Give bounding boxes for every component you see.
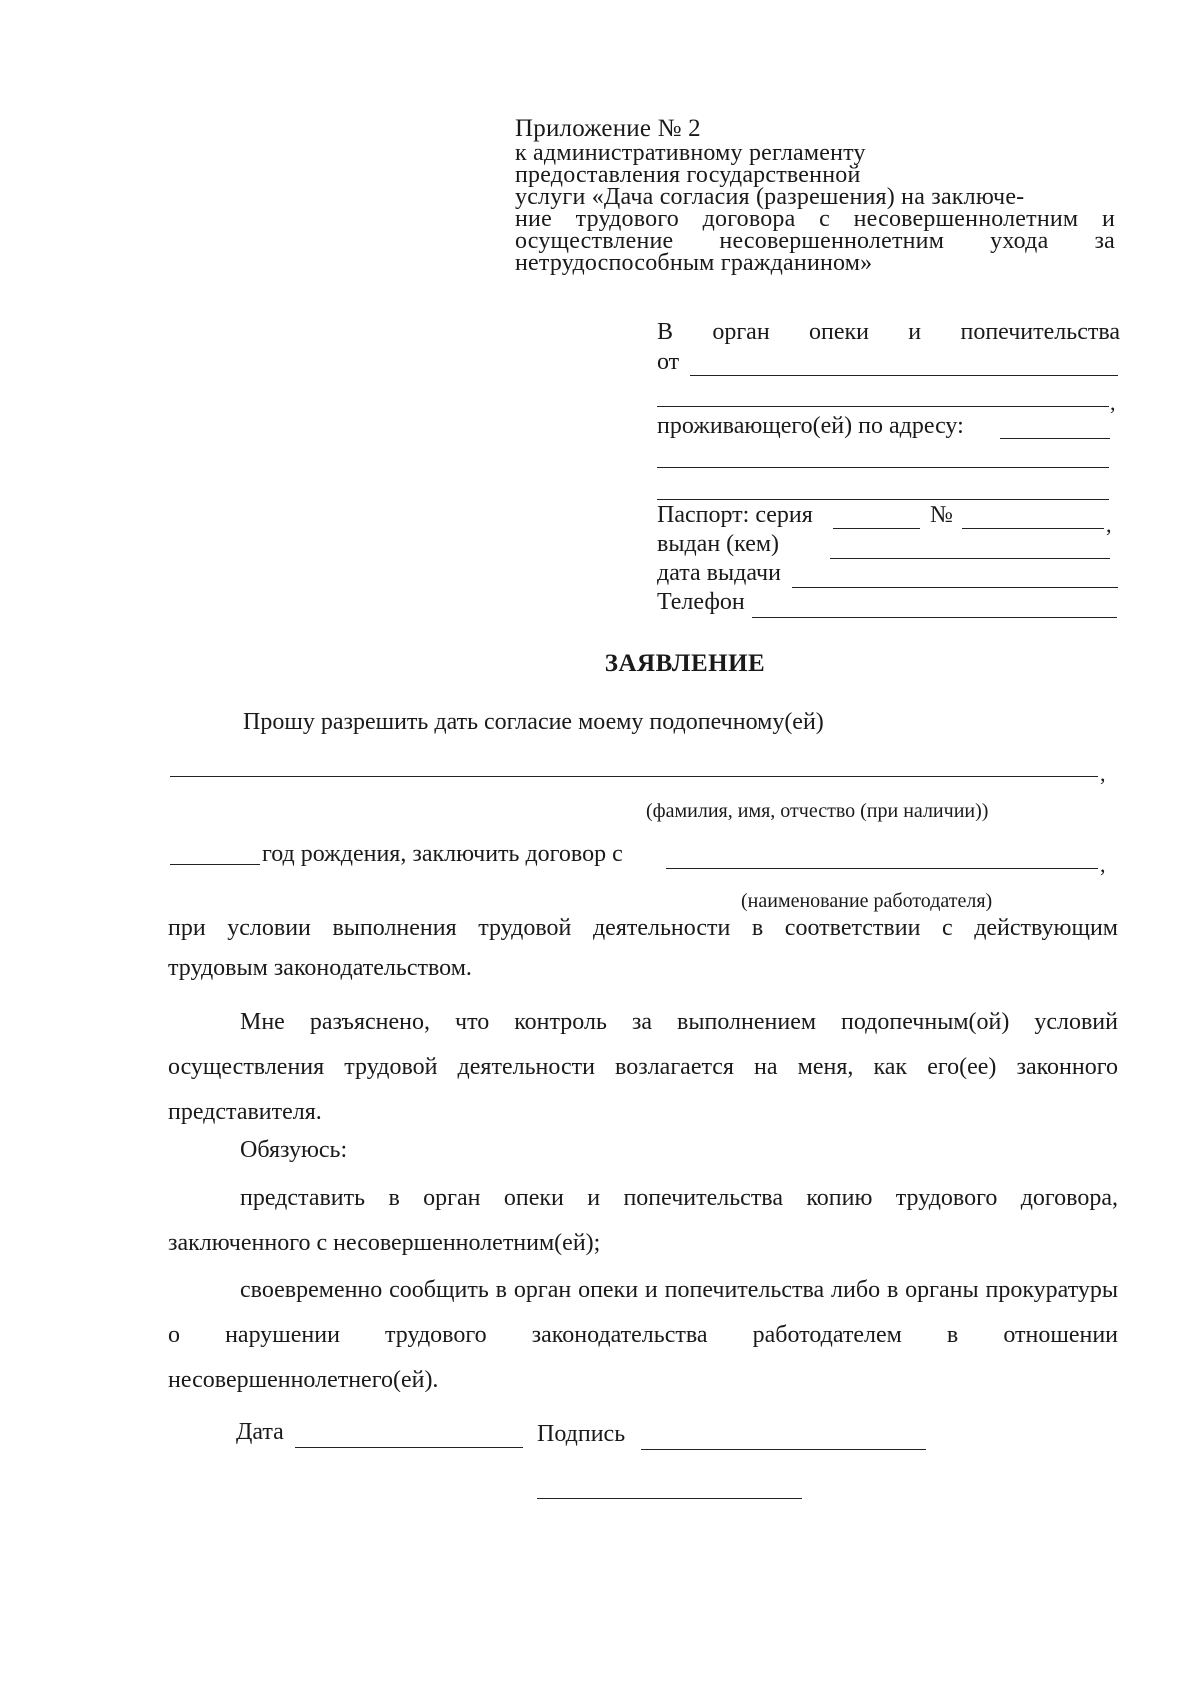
comma-mark: ,: [1110, 390, 1116, 415]
birth-year-text: год рождения, заключить договор с: [262, 841, 623, 867]
passport-number-label: №: [930, 502, 953, 528]
appendix-line: к административному регламенту: [515, 140, 866, 166]
address-field-line-2[interactable]: [657, 467, 1109, 468]
issue-date-label: дата выдачи: [657, 560, 781, 586]
comma-mark: ,: [1100, 761, 1106, 786]
comma-mark: ,: [1106, 512, 1112, 537]
issued-by-field[interactable]: [830, 558, 1110, 559]
passport-number-field[interactable]: [962, 528, 1104, 529]
appendix-line: осуществление несовершеннолетним ухода за: [515, 228, 1115, 254]
signature-decoding-field[interactable]: [537, 1498, 802, 1499]
issued-by-label: выдан (кем): [657, 531, 780, 557]
employer-hint: (наименование работодателя): [741, 890, 993, 912]
appendix-header: [515, 116, 1115, 274]
condition-line-1: при условии выполнения трудовой деятельности в соответствии с действующим: [168, 915, 1118, 941]
address-field-line-3[interactable]: [657, 499, 1109, 500]
explained-paragraph: Мне разъяснено, что контроль за выполнением подопечным(ой) условий осуществления трудовой деятельности возлагается на меня, как его(ее) законного представителя.: [168, 1009, 1118, 1125]
from-field-line[interactable]: [690, 375, 1118, 376]
ward-name-field[interactable]: [170, 776, 1098, 777]
obligate-label: Обязуюсь:: [240, 1137, 348, 1163]
phone-label: Телефон: [657, 589, 745, 615]
condition-line-2: трудовым законодательством.: [168, 955, 472, 981]
addressee-to: В орган опеки и попечительства: [657, 319, 1120, 345]
signature-field[interactable]: [641, 1449, 926, 1450]
request-line: Прошу разрешить дать согласие моему подопечному(ей): [243, 709, 824, 735]
birth-year-field[interactable]: [170, 864, 260, 865]
comma-mark: ,: [1100, 852, 1106, 877]
address-field-line[interactable]: [1000, 438, 1110, 439]
appendix-line: услуги «Дача согласия (разрешения) на заключе-: [515, 184, 1025, 210]
obligation-2: своевременно сообщить в орган опеки и попечительства либо в органы прокуратуры о нарушении трудового законодательства работодателем в отношении несовершеннолетнего(ей).: [168, 1277, 1118, 1393]
address-label: проживающего(ей) по адресу:: [657, 413, 964, 439]
fio-hint: (фамилия, имя, отчество (при наличии)): [646, 800, 989, 822]
passport-series-field[interactable]: [833, 528, 920, 529]
passport-series-label: Паспорт: серия: [657, 502, 813, 528]
date-field[interactable]: [295, 1447, 523, 1448]
appendix-line: нетрудоспособным гражданином»: [515, 250, 873, 276]
from-field-line-2[interactable]: [657, 406, 1109, 407]
signature-label: Подпись: [537, 1421, 626, 1447]
appendix-line: ние трудового договора с несовершеннолетним и: [515, 206, 1115, 232]
from-label: от: [657, 349, 680, 375]
appendix-title: Приложение № 2: [515, 115, 701, 142]
appendix-line: предоставления государственной: [515, 162, 861, 188]
obligation-1: представить в орган опеки и попечительства копию трудового договора, заключенного с несовершеннолетним(ей);: [168, 1185, 1118, 1256]
document-title: ЗАЯВЛЕНИЕ: [604, 650, 766, 677]
employer-field[interactable]: [666, 868, 1098, 869]
phone-field[interactable]: [752, 617, 1117, 618]
issue-date-field[interactable]: [792, 587, 1118, 588]
date-label: Дата: [236, 1419, 284, 1445]
